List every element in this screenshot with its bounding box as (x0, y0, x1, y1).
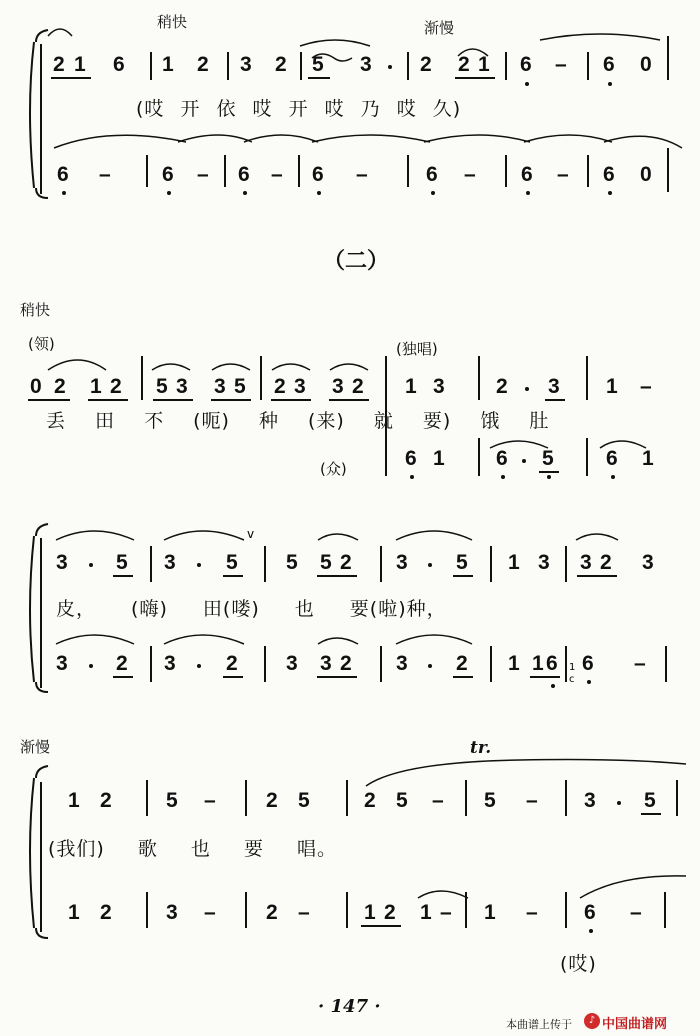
note: 3 (164, 652, 176, 675)
section-number: （二） (323, 249, 390, 274)
note: 6 (113, 53, 125, 76)
note: 3 (396, 652, 408, 675)
lead-label: (领) (28, 335, 55, 353)
note: 0 (640, 163, 652, 186)
note: – (197, 163, 209, 186)
note: 5 (484, 789, 496, 812)
note: – (271, 163, 283, 186)
note: 5 (166, 789, 178, 812)
note: 5 (226, 551, 238, 574)
note: 2 (100, 789, 112, 812)
note: 1 (90, 375, 102, 398)
note: 6 (426, 163, 438, 186)
note: 6 (603, 163, 615, 186)
note: 3 (56, 652, 68, 675)
watermark-site[interactable]: 中国曲谱网 (602, 1017, 668, 1032)
note: 6 (521, 163, 533, 186)
note: 2 (420, 53, 432, 76)
note: 0 (640, 53, 652, 76)
note: 5 (396, 789, 408, 812)
tempo-marking: 稍快 (20, 301, 51, 319)
note: 2 (456, 652, 468, 675)
note: 5 (286, 551, 298, 574)
svg-text:v: v (247, 527, 255, 541)
note: 2 (352, 375, 364, 398)
note: 2 (340, 652, 352, 675)
note: 2 (364, 789, 376, 812)
note: 5 (456, 551, 468, 574)
system-4-lyrics: (我们) 歌 也 要 唱。 (48, 838, 337, 860)
system-2-lyrics: 丢 田 不 (呃) 种 (来) 就 要) 饿 肚 (46, 410, 550, 432)
tempo-marking: 渐慢 (20, 738, 51, 756)
chorus-label: (众) (320, 460, 347, 478)
note: 6 (57, 163, 69, 186)
note: – (630, 901, 642, 924)
solo-label: (独唱) (396, 340, 438, 358)
note: – (440, 901, 452, 924)
note: 6 (606, 447, 618, 470)
note: – (634, 652, 646, 675)
note: 6 (238, 163, 250, 186)
note: 1 (68, 789, 80, 812)
note: 6 (582, 652, 594, 675)
note: 1 (508, 551, 520, 574)
note: 2 (600, 551, 612, 574)
note: 3 (164, 551, 176, 574)
note: 2 (54, 375, 66, 398)
note: 2 (116, 652, 128, 675)
system-3-lyrics: 皮， (嗨) 田(喽) 也 要(啦)种， (56, 598, 447, 620)
logo-icon: ♪ (584, 1013, 600, 1029)
note: 3 (176, 375, 188, 398)
note: 3 (286, 652, 298, 675)
note: 3 (642, 551, 654, 574)
note: 1 (484, 901, 496, 924)
note: 2 (100, 901, 112, 924)
note: – (526, 789, 538, 812)
note: – (526, 901, 538, 924)
note: 3 (240, 53, 252, 76)
note: 6 (405, 447, 417, 470)
note: 2 (384, 901, 396, 924)
note: 3 (56, 551, 68, 574)
note: 2 (266, 789, 278, 812)
note: 5 (320, 551, 332, 574)
note: 3 (214, 375, 226, 398)
note: 3 (360, 53, 372, 76)
note: 3 (433, 375, 445, 398)
note: 3 (396, 551, 408, 574)
note: 5 (298, 789, 310, 812)
note: – (432, 789, 444, 812)
note: 5 (116, 551, 128, 574)
svg-text:1: 1 (569, 662, 576, 673)
note: 6 (584, 901, 596, 924)
note: 1 (433, 447, 445, 470)
system-1-lyrics: (哎 开 依 哎 开 哎 乃 哎 久) (136, 98, 462, 120)
note: 6 (520, 53, 532, 76)
note: 2 (110, 375, 122, 398)
note: 5 (312, 53, 324, 76)
system-bar (40, 782, 42, 932)
note: – (204, 901, 216, 924)
note: – (204, 789, 216, 812)
svg-text:c: c (569, 674, 575, 685)
trill-mark: tr. (470, 738, 492, 758)
note: – (640, 375, 652, 398)
note: 3 (294, 375, 306, 398)
note: 3 (584, 789, 596, 812)
note: 2 (197, 53, 209, 76)
note: 1 (642, 447, 654, 470)
note: 1 (364, 901, 376, 924)
note: 3 (580, 551, 592, 574)
note: 1 (74, 53, 86, 76)
tempo-marking: 稍快 (157, 13, 188, 31)
note: 1 (162, 53, 174, 76)
note: 2 (340, 551, 352, 574)
note: 2 (458, 53, 470, 76)
note: – (464, 163, 476, 186)
note: 1 (405, 375, 417, 398)
note: 2 (53, 53, 65, 76)
note: 5 (644, 789, 656, 812)
note: 1 (508, 652, 520, 675)
note: 5 (234, 375, 246, 398)
note: 3 (166, 901, 178, 924)
note: 2 (274, 375, 286, 398)
system-4-lower-lyric: (哎) (560, 953, 597, 975)
note: 2 (496, 375, 508, 398)
note: 1 (420, 901, 432, 924)
note: 5 (156, 375, 168, 398)
note: 6 (546, 652, 558, 675)
note: 1 (68, 901, 80, 924)
tempo-marking: 渐慢 (424, 19, 455, 37)
note: 3 (538, 551, 550, 574)
note: 6 (312, 163, 324, 186)
note: 5 (542, 447, 554, 470)
note: 3 (332, 375, 344, 398)
note: – (356, 163, 368, 186)
note: – (298, 901, 310, 924)
note: 3 (548, 375, 560, 398)
note: 3 (320, 652, 332, 675)
note: – (555, 53, 567, 76)
note: 2 (266, 901, 278, 924)
note: 1 (606, 375, 618, 398)
note: – (557, 163, 569, 186)
watermark-text: 本曲谱上传于 (506, 1018, 572, 1031)
note: 6 (496, 447, 508, 470)
note: 1 (478, 53, 490, 76)
note: 6 (162, 163, 174, 186)
note: 2 (275, 53, 287, 76)
page-number: · 147 · (318, 996, 381, 1017)
note: 6 (603, 53, 615, 76)
note: 1 (532, 652, 544, 675)
note: – (99, 163, 111, 186)
note: 0 (30, 375, 42, 398)
note: 2 (226, 652, 238, 675)
